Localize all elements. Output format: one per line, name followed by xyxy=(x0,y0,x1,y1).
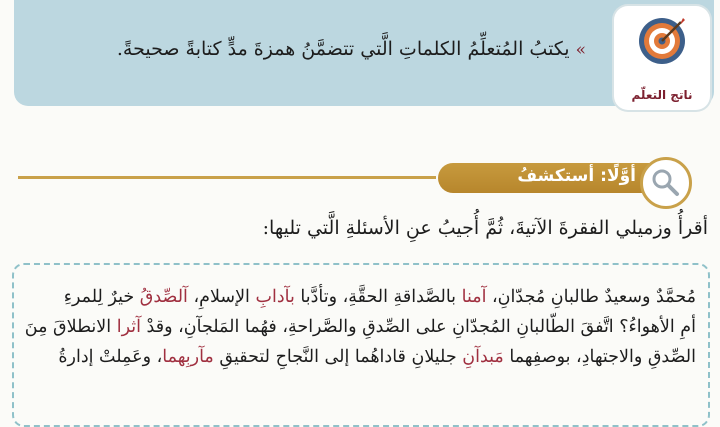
highlighted-word: بآدابِ xyxy=(255,287,295,307)
passage-text: مُحمَّدٌ وسعيدٌ طالبانِ مُجدّانِ، xyxy=(486,287,696,307)
passage-line-1 xyxy=(64,287,696,307)
passage-text: الصِّدقِ والاجتهادِ، بوصفِهما xyxy=(503,347,696,367)
passage-text: ، وعَمِلتْ إدارةُ xyxy=(58,347,163,367)
instruction-text: أقرأُ وزميلي الفقرةَ الآتيةَ، ثُمَّ أُجيبُ عنِ الأسئلةِ الَّتي تليها: xyxy=(262,217,708,239)
learning-outcome-badge xyxy=(614,6,710,110)
passage-text: جليلانِ قاداهُما إلى النَّجاحِ لتحقيقِ xyxy=(213,347,463,367)
highlighted-word: مآربِهما xyxy=(162,347,214,367)
section-header xyxy=(438,163,650,193)
highlighted-word: آلصِّدقُ xyxy=(139,287,188,307)
passage-text: الانطلاقَ مِنَ xyxy=(24,317,117,337)
highlighted-word: مَبدآنِ xyxy=(462,347,504,367)
bullet-marker: » xyxy=(575,40,586,60)
highlighted-word: آمنا xyxy=(461,287,487,307)
section-title: أوَّلًا: أستكشفُ xyxy=(517,166,636,186)
target-icon xyxy=(637,16,687,66)
passage-line-2 xyxy=(25,317,696,337)
passage-text: بالصَّداقةِ الحقَّةِ، وتأدَّبا xyxy=(294,287,462,307)
passage-text: خيرٌ لِلمرءِ xyxy=(63,287,140,307)
learning-outcome-text xyxy=(117,38,586,60)
passage-line-3 xyxy=(58,347,696,367)
learning-outcome-banner xyxy=(14,0,714,106)
outcome-sentence: يكتبُ المُتعلِّمُ الكلماتِ الَّتي تتضمَّنُ همزةَ مدٍّ كتابةً صحيحةً. xyxy=(116,38,570,60)
passage-text: الإسلامِ، xyxy=(187,287,256,307)
magnifier-badge xyxy=(640,157,692,209)
badge-label: ناتج التعلّم xyxy=(631,88,693,102)
section-divider xyxy=(18,176,436,179)
passage-text: أمِ الأهواءُ؟ اتَّفقَ الطّالبانِ المُجدّانِ على الصِّدقِ والصَّراحةِ، فهُما المَلجآنِ، وقدْ xyxy=(140,317,696,337)
magnifier-icon xyxy=(650,167,680,197)
reading-passage xyxy=(12,263,710,427)
highlighted-word: آثرا xyxy=(116,317,141,337)
